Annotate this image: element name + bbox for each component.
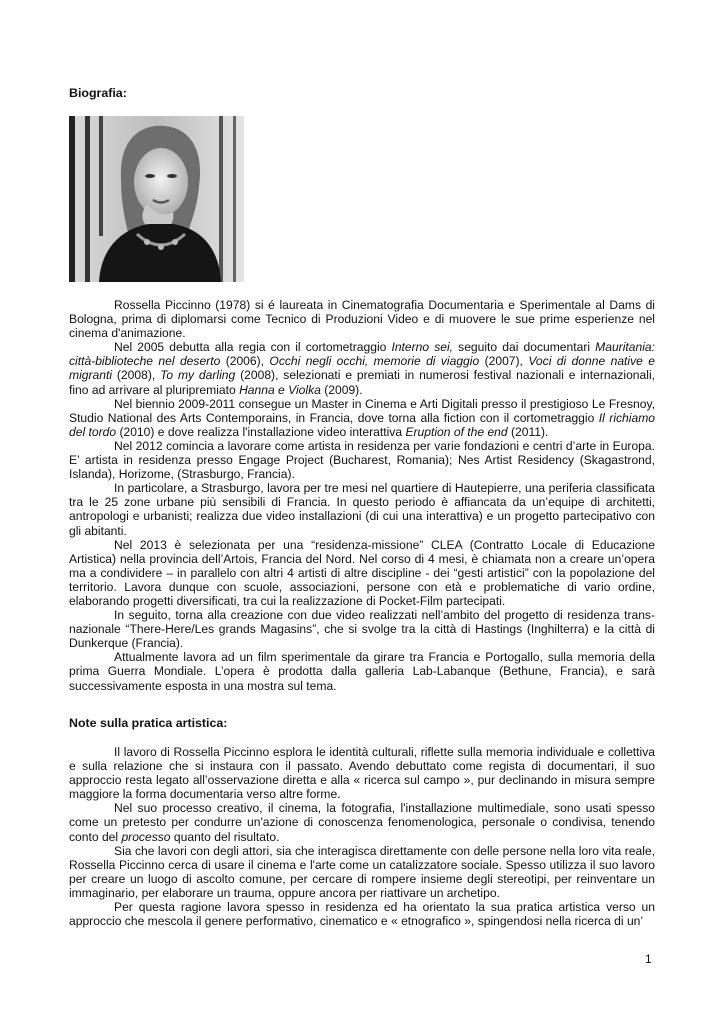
text-run: (2008), selezionati e premiati in numerosi festival nazionali e internazionali, fino ad arrivare al pluripremiato [69,368,655,397]
biography-text [69,298,655,693]
text-run: quanto del risultato. [170,829,280,844]
title-italic: Eruption of the end [405,424,508,439]
page-number: 1 [645,952,652,966]
text-run: (2006), [220,354,270,369]
title-italic: To my darling [160,368,236,383]
text-run: (2011). [507,424,549,439]
text-run: Rossella Piccinno (1978) si é laureata in Cinematografia Documentaria e Sperimentale al Dams di Bologna, prima di diplomarsi come Tecnico di Produzioni Video e di muovere le sue prime esperienze nel cinema d'animazione. [69,298,655,341]
biography-paragraph [69,650,655,692]
text-run: Nel 2013 è selezionata per una “residenza-missione” CLEA (Contratto Locale di Educazione Artistica) nella provincia dell’Artois, Francia del Nord. Nel corso di 4 mesi, è chiamata non a creare un’opera ma a condividere – in parallelo con altri 4 artisti di altre discipline - dei “gesti artistici” con la popolazione del territorio. Lavora dunque con scuole, associazioni, persone con età e problematiche di vario ordine, elaborando progetti diversificati, tra cui la realizzazione di Pocket-Film partecipati. [69,537,655,608]
text-run: (2009). [320,382,363,397]
biography-paragraph [69,340,655,396]
text-run: seguito dai documentari [453,340,596,355]
text-run: Attualmente lavora ad un film sperimentale da girare tra Francia e Portogallo, sulla memoria della prima Guerra Mondiale. L’opera è prodotta dalla galleria Lab-Labanque (Bethune, Francia), e sarà successivamente esposta in una mostra sul tema. [69,650,655,693]
text-run: In seguito, torna alla creazione con due video realizzati nell’ambito del progetto di residenza trans-nazionale “There-Here/Les grands Magasins”, che si svolge tra la città di Hastings (Inghilterra) e la città di Dunkerque (Francia). [69,608,655,651]
title-italic: Voci di donne native e migranti [69,354,655,383]
text-run: Per questa ragione lavora spesso in residenza ed ha orientato la sua pratica artistica verso un approccio che mescola il genere performativo, cinematico e « etnografico », spingendosi nella ricerca di un’ [69,900,655,929]
title-italic: Interno sei, [391,340,454,355]
notes-paragraph [69,801,655,843]
text-run: Nel 2012 comincia a lavorare come artista in residenza per varie fondazioni e centri d’arte in Europa. E’ artista in residenza presso Engage Project (Bucharest, Romania); Nes Artist Residency (Skagastrond, Islanda), Horizome, (Strasburgo, Francia). [69,438,655,482]
title-italic: Mauritania: città-biblioteche nel deserto [69,340,655,369]
text-run: (2008), [112,368,161,383]
title-italic: processo [121,829,171,844]
biography-paragraph [69,397,655,439]
biography-paragraph [69,608,655,650]
text-run: In particolare, a Strasburgo, lavora per tre mesi nel quartiere di Hautepierre, una periferia classificata tra le 25 zone urbane più sensibili di Francia. In questo periodo è affiancata da un’equipe di architetti, antropologi e urbanisti; realizza due video installazioni (di cui una interattiva) e un progetto partecipativo con gli abitanti. [69,481,655,538]
text-run: Il lavoro di Rossella Piccinno esplora le identità culturali, riflette sulla memoria individuale e collettiva e sulla relazione che si instaura con il passato. Avendo debuttato come regista di documentari, il suo approccio resta legato all’osservazione diretta e alla « ricerca sul campo », pur declinando in misura sempre maggiore la forma documentaria verso altre forme. [69,745,655,802]
notes-paragraph [69,844,655,900]
text-run: (2007), [479,354,529,369]
biography-heading: Biografia: [69,86,127,100]
title-italic: Occhi negli occhi, memorie di viaggio [269,354,480,369]
notes-text [69,745,655,928]
text-run: Sia che lavori con degli attori, sia che interagisca direttamente con delle persone nella loro vita reale, Rossella Piccinno cerca di usare il cinema e l'arte come un catalizzatore sociale. Spesso utilizza il suo lavoro per creare un luogo di ascolto comune, per cercare di rompere insieme degli stereotipi, per reinventare un immaginario, per elaborare un trauma, oppure ancora per riattivare un archetipo. [69,843,655,900]
biography-paragraph [69,481,655,537]
biography-paragraph [69,439,655,481]
title-italic: Il richiamo del tordo [69,410,655,439]
notes-paragraph [69,900,655,928]
text-run: Nel suo processo creativo, il cinema, la fotografia, l'installazione multimediale, sono usati spesso come un pretesto per condurre un'azione di conoscenza fenomenologica, personale o condivisa, tenendo conto del [69,801,655,844]
notes-heading: Note sulla pratica artistica: [69,716,228,730]
notes-paragraph [69,745,655,801]
title-italic: Hanna e Violka [239,382,321,397]
text-run: Nel biennio 2009-2011 consegue un Master in Cinema e Arti Digitali presso il prestigioso Le Fresnoy, Studio National des Arts Contemporains, in Francia, dove torna alla fiction con il cortometraggio [69,396,655,425]
text-run: (2010) e dove realizza l'installazione video interattiva [116,424,406,439]
text-run: Nel 2005 debutta alla regia con il cortometraggio [114,340,392,355]
biography-paragraph [69,538,655,608]
portrait-photo [69,116,244,282]
biography-paragraph [69,298,655,340]
